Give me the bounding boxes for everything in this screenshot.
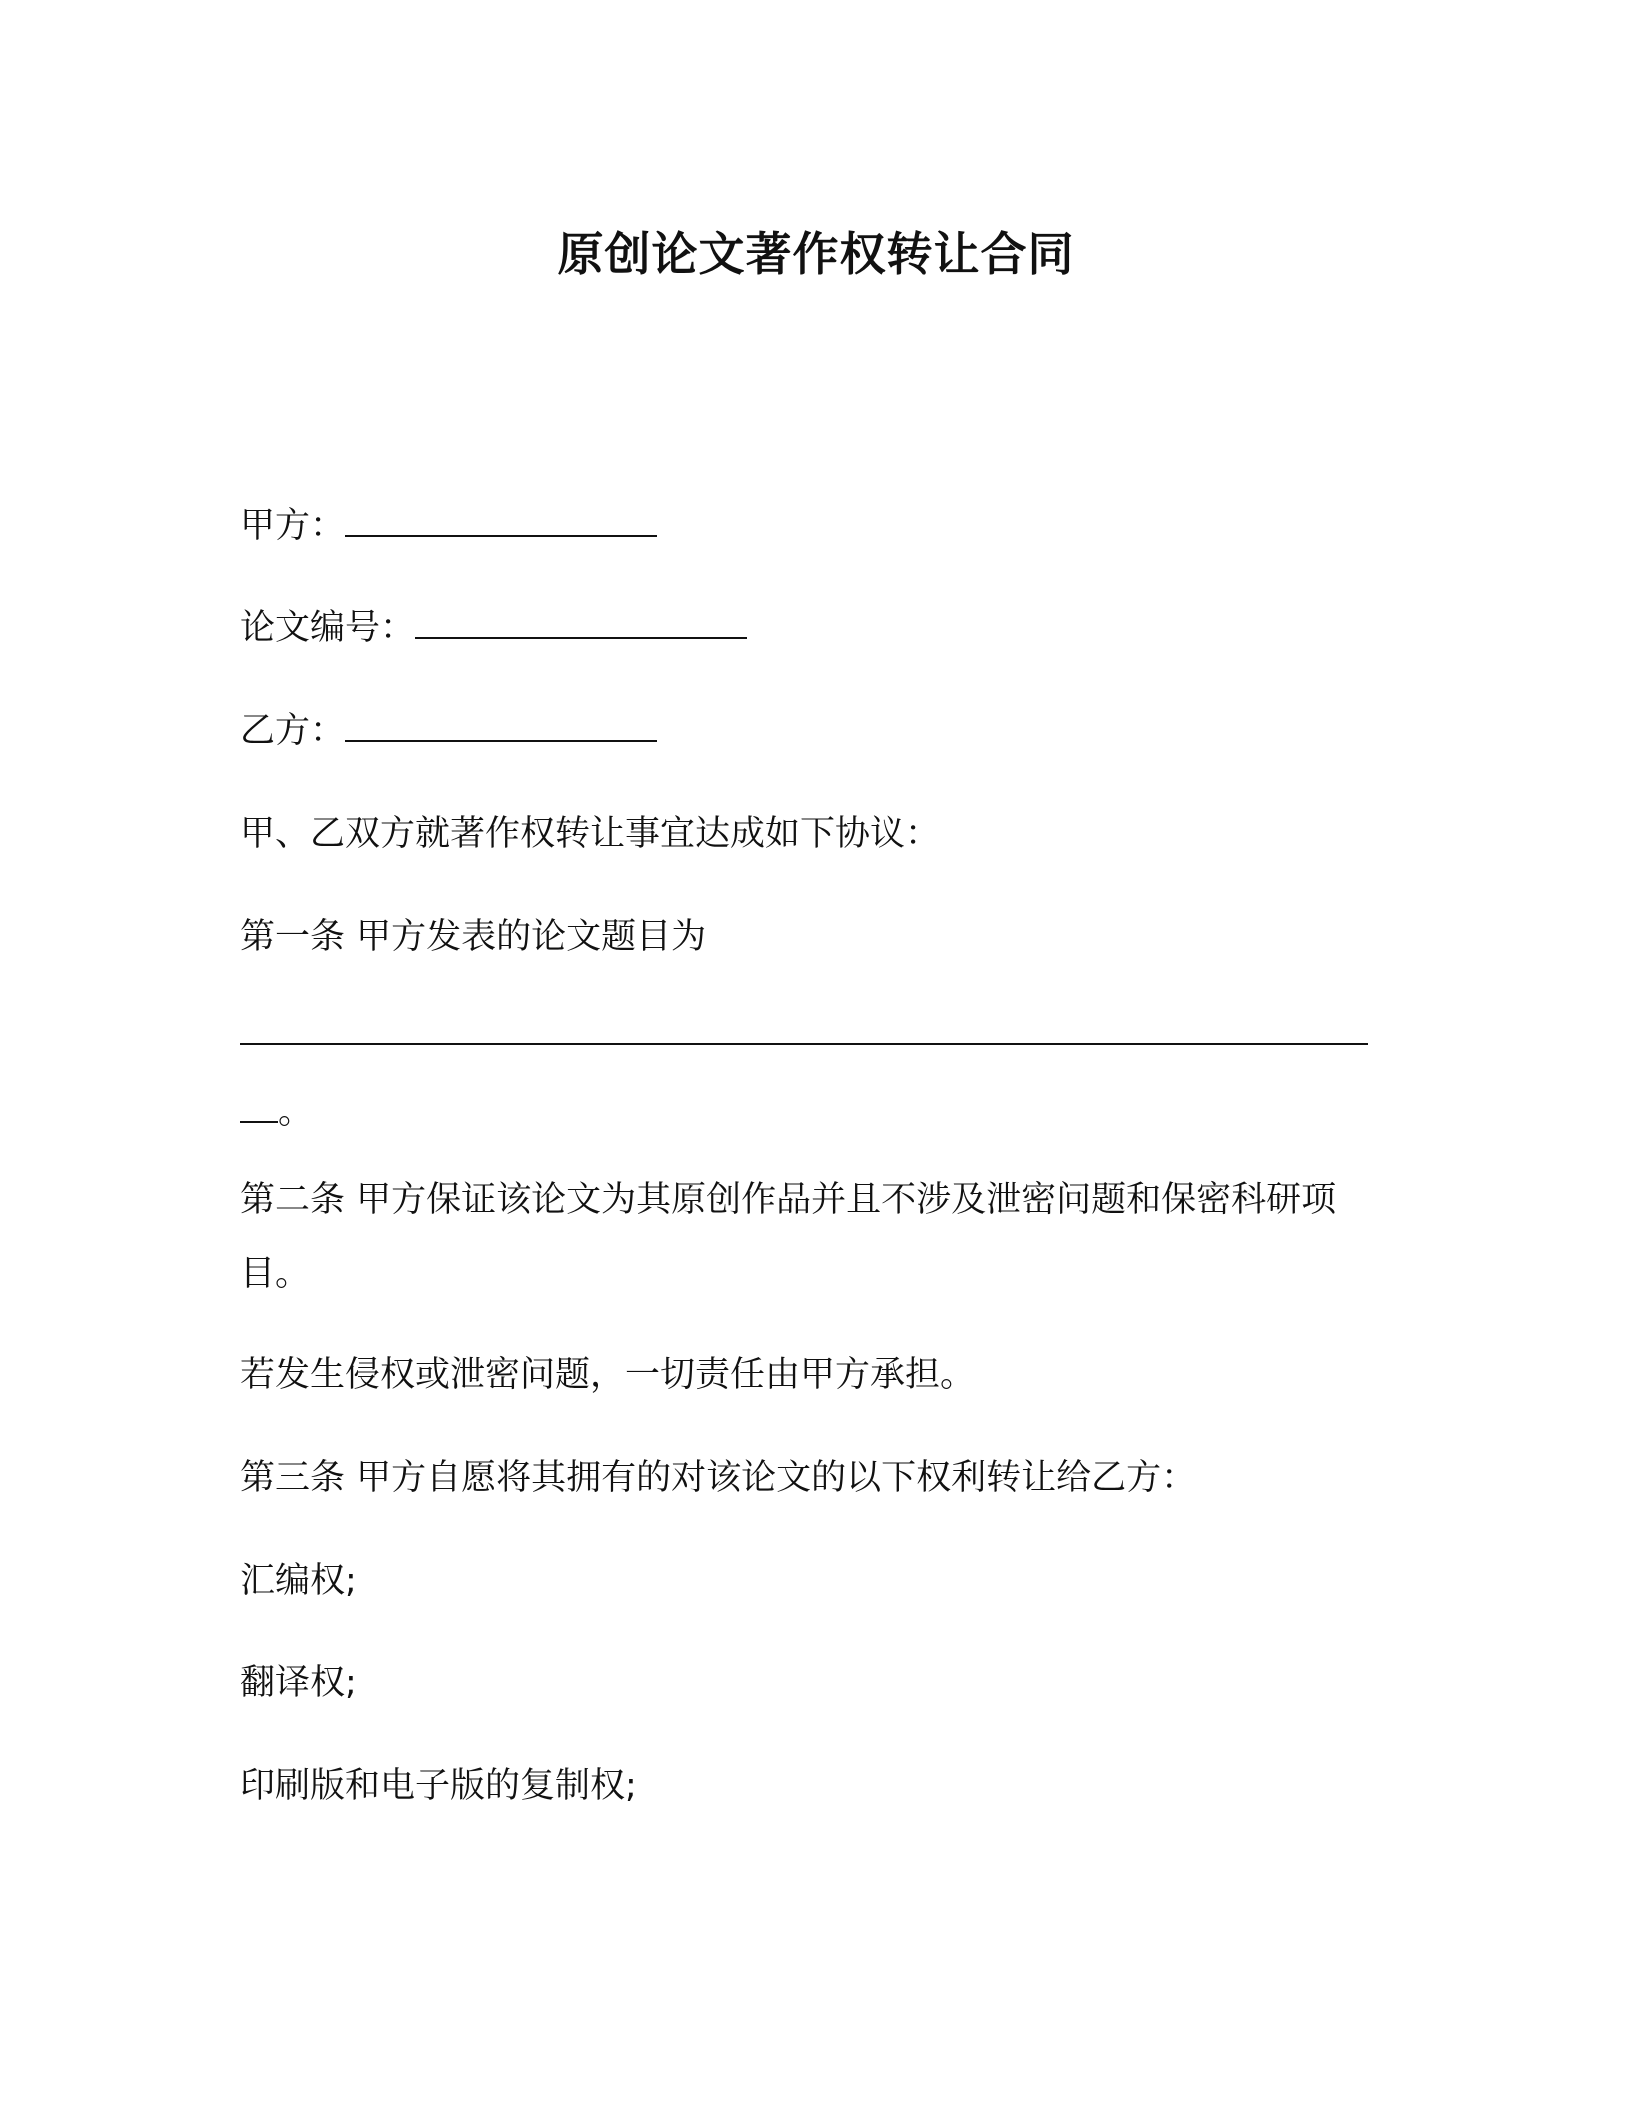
right-item-translation: 翻译权; — [240, 1663, 357, 1703]
article-1-end-line — [240, 1088, 313, 1136]
article-2: 第二条 甲方保证该论文为其原创作品并且不涉及泄密问题和保密科研项目。 — [240, 1180, 1337, 1294]
intro-paragraph: 甲、乙双方就著作权转让事宜达成如下协议： — [240, 814, 941, 854]
article-2-continued: 若发生侵权或泄密问题，一切责任由甲方承担。 — [240, 1355, 976, 1395]
party-a-line — [240, 502, 657, 550]
paper-number-label: 论文编号： — [240, 608, 416, 648]
paper-number-blank — [415, 607, 747, 639]
right-item-reproduction: 印刷版和电子版的复制权; — [240, 1766, 637, 1806]
party-b-label: 乙方： — [240, 711, 346, 751]
party-a-blank — [345, 505, 657, 537]
article-1-title-blank-line — [240, 1010, 1368, 1058]
party-a-label: 甲方： — [240, 506, 346, 546]
document-title: 原创论文著作权转让合同 — [557, 227, 1075, 281]
article-1-title-blank-continued — [240, 1091, 278, 1123]
paper-number-line — [240, 604, 747, 652]
article-1: 第一条 甲方发表的论文题目为 — [240, 917, 707, 957]
party-b-line — [240, 707, 657, 755]
article-1-end-mark: 。 — [278, 1092, 314, 1132]
right-item-compilation: 汇编权; — [240, 1561, 357, 1601]
article-3: 第三条 甲方自愿将其拥有的对该论文的以下权利转让给乙方： — [240, 1458, 1197, 1498]
party-b-blank — [345, 710, 657, 742]
article-1-title-blank — [240, 1013, 1368, 1045]
